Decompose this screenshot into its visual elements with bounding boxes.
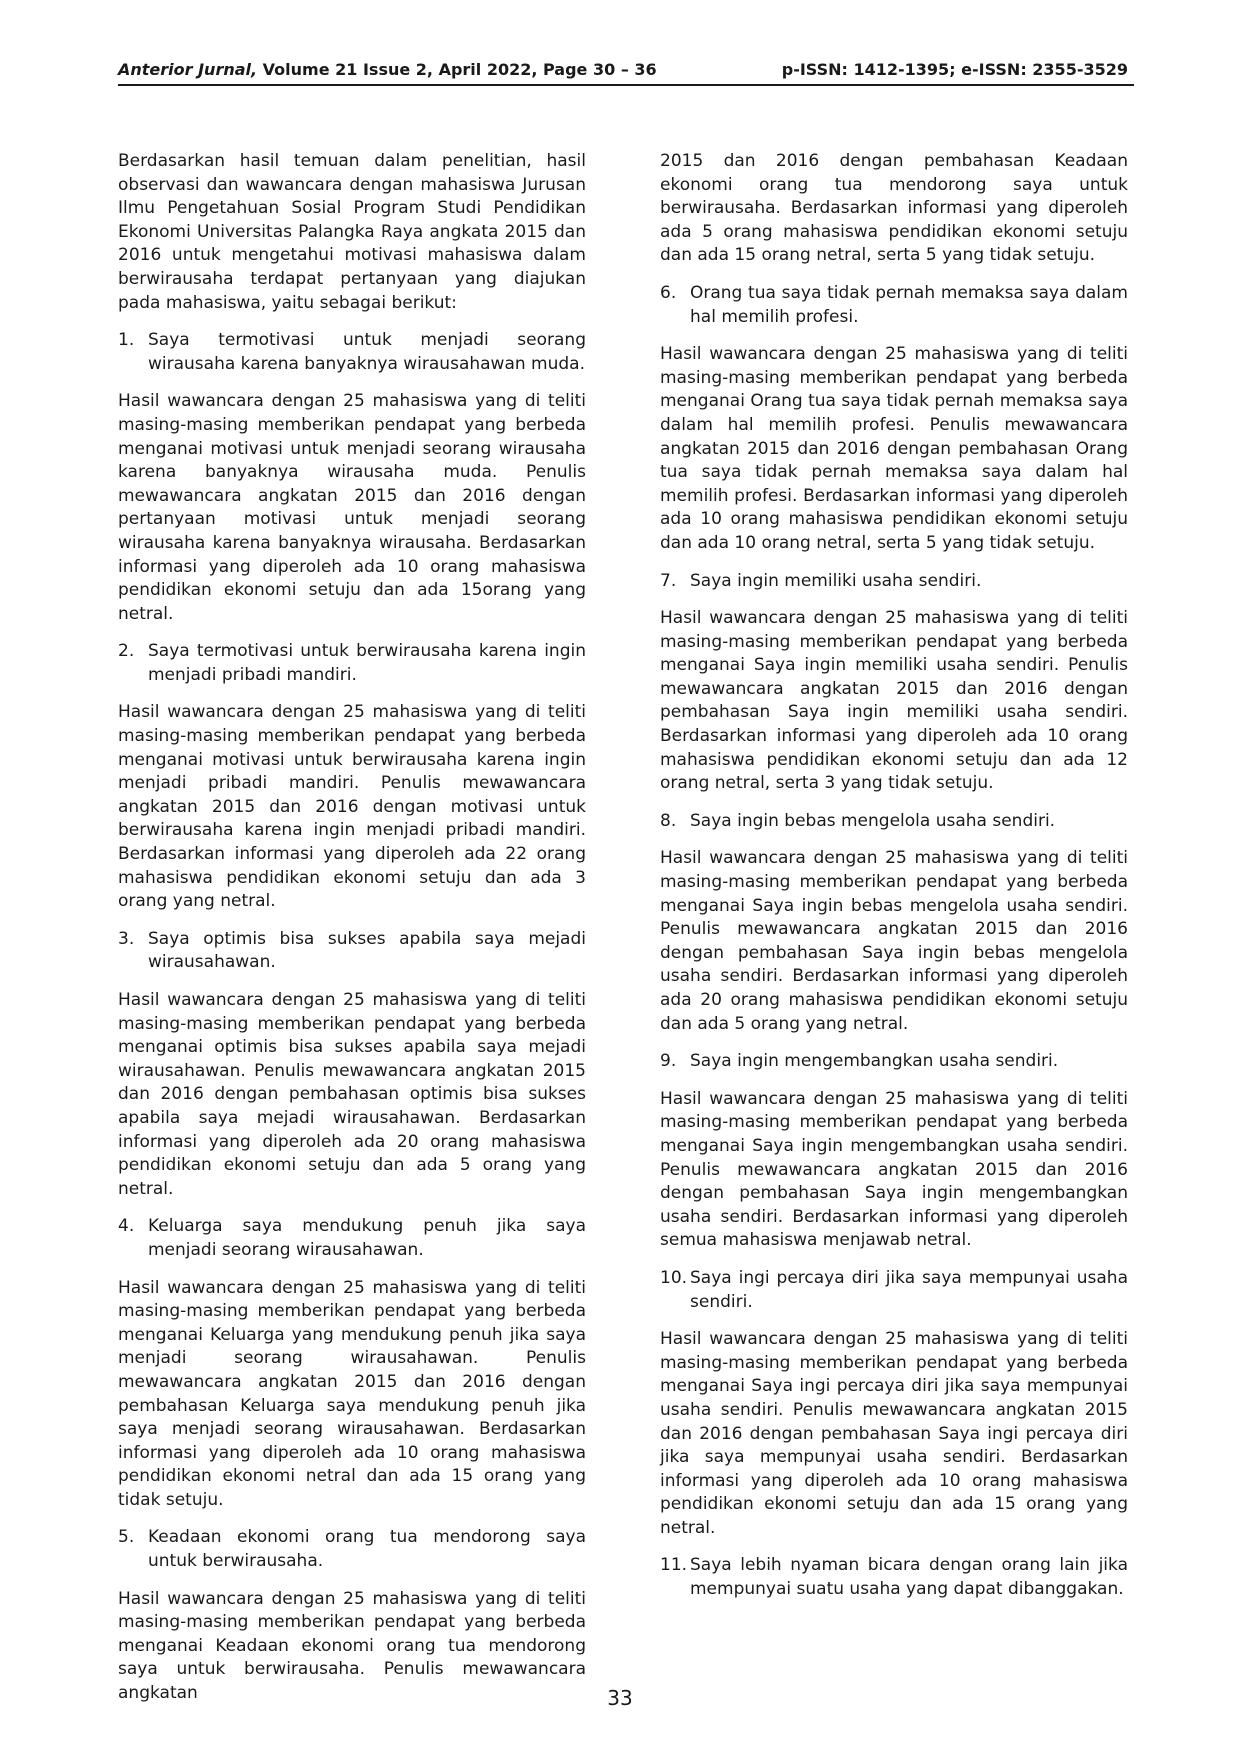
question-6 xyxy=(660,282,1128,329)
question-5 xyxy=(118,1526,586,1573)
question-text: Saya optimis bisa sukses apabila saya mejadi wirausahawan. xyxy=(148,928,586,973)
answer-paragraph-9: Hasil wawancara dengan 25 mahasiswa yang di teliti masing-masing memberikan pendapat yang berbeda menganai Saya ingin mengembangkan usaha sendiri. Penulis mewawancara angkatan 2015 dan 2016 dengan pembahasan Saya ingin mengembangkan usaha sendiri. Berdasarkan informasi yang diperoleh semua mahasiswa menjawab netral. xyxy=(660,1088,1128,1251)
question-4 xyxy=(118,1215,586,1262)
question-number: 4. xyxy=(118,1216,135,1237)
issn: p-ISSN: 1412-1395; e-ISSN: 2355-3529 xyxy=(781,60,1128,79)
question-7 xyxy=(660,570,1128,594)
intro-paragraph: Berdasarkan hasil temuan dalam penelitian, hasil observasi dan wawancara dengan mahasiswa Jurusan Ilmu Pengetahuan Sosial Program Studi Pendidikan Ekonomi Universitas Palangka Raya angkata 2015 dan 2016 untuk mengetahui motivasi mahasiswa dalam berwirausaha terdapat pertanyaan yang diajukan pada mahasiswa, yaitu sebagai berikut: xyxy=(118,151,586,313)
question-8 xyxy=(660,810,1128,834)
question-10 xyxy=(660,1267,1128,1314)
answer-paragraph-3: Hasil wawancara dengan 25 mahasiswa yang di teliti masing-masing memberikan pendapat yang berbeda menganai optimis bisa sukses apabila saya mejadi wirausahawan. Penulis mewawancara angkatan 2015 dan 2016 dengan pembahasan optimis bisa sukses apabila saya mejadi wirausahawan. Berdasarkan informasi yang diperoleh ada 20 orang mahasiswa pendidikan ekonomi setuju dan ada 5 orang yang netral. xyxy=(118,990,586,1199)
question-number: 9. xyxy=(660,1051,677,1072)
question-number: 6. xyxy=(660,282,677,303)
question-number: 11. xyxy=(660,1555,688,1576)
question-text: Saya termotivasi untuk berwirausaha karena ingin menjadi pribadi mandiri. xyxy=(148,641,586,685)
question-text: Saya ingin mengembangkan usaha sendiri. xyxy=(690,1051,1059,1072)
answer-paragraph-2: Hasil wawancara dengan 25 mahasiswa yang di teliti masing-masing memberikan pendapat yang berbeda menganai motivasi untuk berwirausaha karena ingin menjadi pribadi mandiri. Penulis mewawancara angkatan 2015 dan 2016 dengan motivasi untuk berwirausaha karena ingin menjadi pribadi mandiri. Berdasarkan informasi yang diperoleh ada 22 orang mahasiswa pendidikan ekonomi setuju dan ada 3 orang yang netral. xyxy=(118,702,586,912)
answer-paragraph-10: Hasil wawancara dengan 25 mahasiswa yang di teliti masing-masing memberikan pendapat yang berbeda menganai Saya ingi percaya diri jika saya mempunyai usaha sendiri. Penulis mewawancara angkatan 2015 dan 2016 dengan pembahasan Saya ingi percaya diri jika saya mempunyai usaha sendiri. Berdasarkan informasi yang diperoleh ada 10 orang mahasiswa pendidikan ekonomi setuju dan ada 15 orang yang netral. xyxy=(660,1329,1128,1538)
left-column xyxy=(118,150,586,1720)
answer-paragraph-5-continued: 2015 dan 2016 dengan pembahasan Keadaan ekonomi orang tua mendorong saya untuk berwirausaha. Berdasarkan informasi yang diperoleh ada 5 orang mahasiswa pendidikan ekonomi setuju dan ada 15 orang netral, serta 5 yang tidak setuju. xyxy=(660,151,1128,266)
answer-paragraph-1: Hasil wawancara dengan 25 mahasiswa yang di teliti masing-masing memberikan pendapat yang berbeda menganai motivasi untuk menjadi seorang wirausaha karena banyaknya wirausaha muda. Penulis mewawancara angkatan 2015 dan 2016 dengan pertanyaan motivasi untuk menjadi seorang wirausaha karena banyaknya wirausaha. Berdasarkan informasi yang diperoleh ada 10 orang mahasiswa pendidikan ekonomi setuju dan ada 15orang yang netral. xyxy=(118,391,586,624)
question-9 xyxy=(660,1050,1128,1074)
question-number: 7. xyxy=(660,570,677,591)
question-number: 10. xyxy=(660,1267,688,1288)
answer-paragraph-5: Hasil wawancara dengan 25 mahasiswa yang di teliti masing-masing memberikan pendapat yang berbeda menganai Keadaan ekonomi orang tua mendorong saya untuk berwirausaha. Penulis mewawancara angkatan xyxy=(118,1588,586,1704)
question-text: Keluarga saya mendukung penuh jika saya menjadi seorang wirausahawan. xyxy=(148,1216,586,1260)
answer-paragraph-7: Hasil wawancara dengan 25 mahasiswa yang di teliti masing-masing memberikan pendapat yang berbeda menganai Saya ingin memiliki usaha sendiri. Penulis mewawancara angkatan 2015 dan 2016 dengan pembahasan Saya ingin memiliki usaha sendiri. Berdasarkan informasi yang diperoleh ada 10 orang mahasiswa pendidikan ekonomi setuju dan ada 12 orang netral, serta 3 yang tidak setuju. xyxy=(660,608,1128,794)
running-header xyxy=(118,58,1134,86)
question-number: 2. xyxy=(118,641,135,662)
right-column xyxy=(660,150,1128,1616)
question-number: 5. xyxy=(118,1527,135,1548)
question-text: Saya lebih nyaman bicara dengan orang lain jika mempunyai suatu usaha yang dapat dibanggakan. xyxy=(690,1555,1128,1600)
question-text: Saya termotivasi untuk menjadi seorang wirausaha karena banyaknya wirausahawan muda. xyxy=(148,330,586,374)
question-1 xyxy=(118,329,586,376)
question-text: Keadaan ekonomi orang tua mendorong saya untuk berwirausaha. xyxy=(148,1527,586,1572)
answer-paragraph-6: Hasil wawancara dengan 25 mahasiswa yang di teliti masing-masing memberikan pendapat yang berbeda menganai Orang tua saya tidak pernah memaksa saya dalam hal memilih profesi. Penulis mewawancara angkatan 2015 dan 2016 dengan pembahasan Orang tua saya tidak pernah memaksa saya dalam hal memilih profesi. Berdasarkan informasi yang diperoleh ada 10 orang mahasiswa pendidikan ekonomi setuju dan ada 10 orang netral, serta 5 yang tidak setuju. xyxy=(660,344,1128,553)
journal-citation xyxy=(118,60,657,79)
question-text: Saya ingi percaya diri jika saya mempunyai usaha sendiri. xyxy=(690,1267,1128,1312)
question-text: Orang tua saya tidak pernah memaksa saya dalam hal memilih profesi. xyxy=(690,282,1128,327)
question-11 xyxy=(660,1554,1128,1601)
answer-paragraph-8: Hasil wawancara dengan 25 mahasiswa yang di teliti masing-masing memberikan pendapat yang berbeda menganai Saya ingin bebas mengelola usaha sendiri. Penulis mewawancara angkatan 2015 dan 2016 dengan pembahasan Saya ingin bebas mengelola usaha sendiri. Berdasarkan informasi yang diperoleh ada 20 orang mahasiswa pendidikan ekonomi setuju dan ada 5 orang yang netral. xyxy=(660,848,1128,1034)
journal-volume-info: Volume 21 Issue 2, April 2022, Page 30 – 36 xyxy=(257,60,657,79)
question-text: Saya ingin bebas mengelola usaha sendiri. xyxy=(690,810,1056,831)
answer-paragraph-4: Hasil wawancara dengan 25 mahasiswa yang di teliti masing-masing memberikan pendapat yang berbeda menganai Keluarga yang mendukung penuh jika saya menjadi seorang wirausahawan. Penulis mewawancara angkatan 2015 dan 2016 dengan pembahasan Keluarga saya mendukung penuh jika saya menjadi seorang wirausahawan. Berdasarkan informasi yang diperoleh ada 10 orang mahasiswa pendidikan ekonomi netral dan ada 15 orang yang tidak setuju. xyxy=(118,1277,586,1510)
question-number: 8. xyxy=(660,810,677,831)
question-number: 3. xyxy=(118,928,135,949)
page-number: 33 xyxy=(607,1686,633,1710)
journal-name: Anterior Jurnal, xyxy=(118,60,258,79)
question-2 xyxy=(118,640,586,687)
question-3 xyxy=(118,928,586,975)
question-text: Saya ingin memiliki usaha sendiri. xyxy=(690,570,982,591)
question-number: 1. xyxy=(118,330,135,351)
